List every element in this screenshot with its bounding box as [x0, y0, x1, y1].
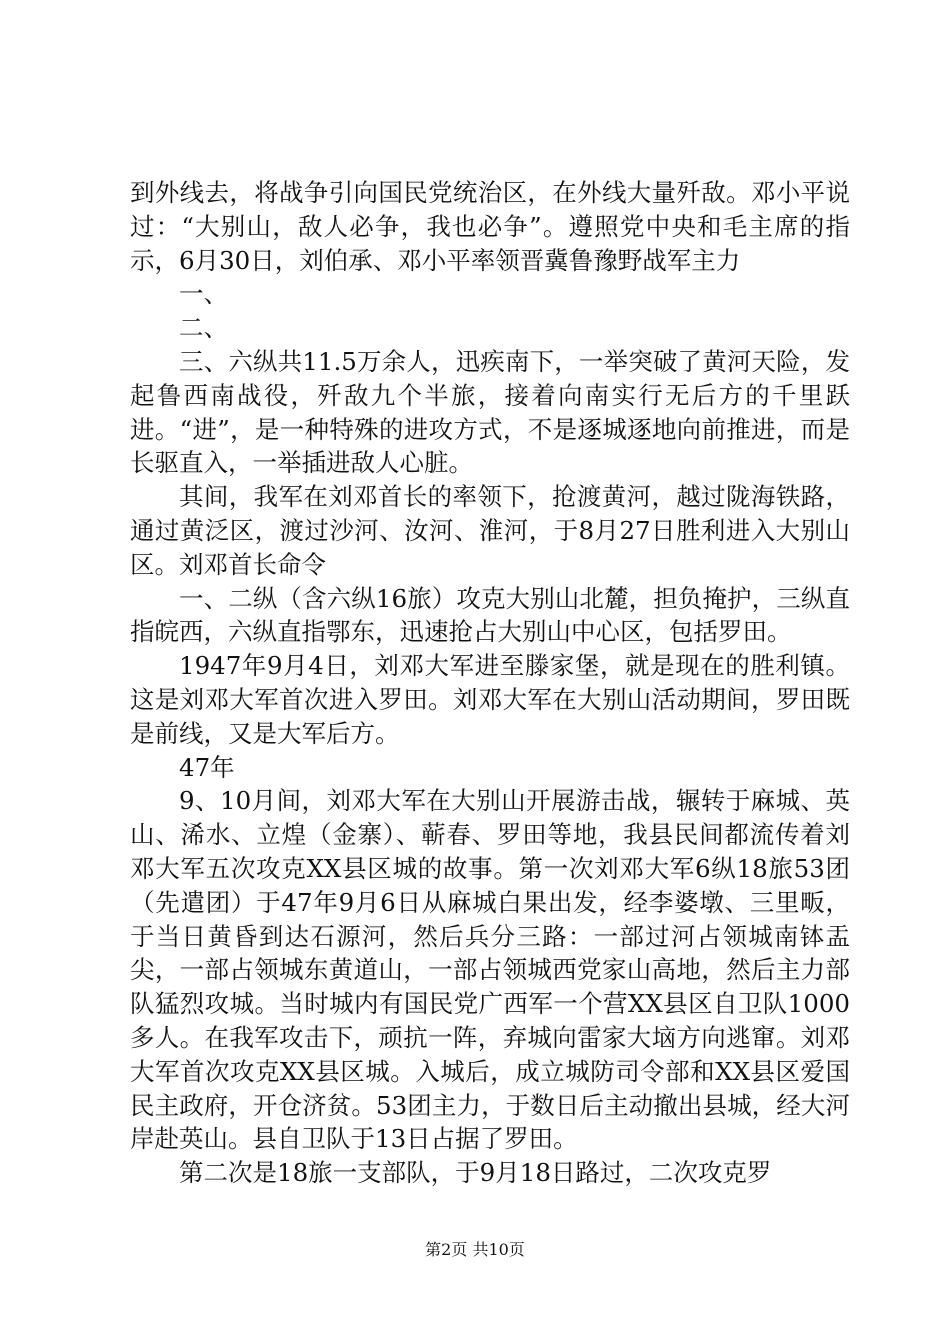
paragraph: 第二次是18旅一支部队，于9月18日路过，二次攻克罗 — [179, 1158, 772, 1188]
paragraph: 9、10月间，刘邓大军在大别山开展游击战，辗转于麻城、英山、浠水、立煌（金寨）、蕲春、罗田等地，我县民间都流传着刘邓大军五次攻克XX县区城的故事。第一次刘邓大军6纵18旅53团（先遣团）于47年9月6日从麻城白果出发，经李婆墩、三里畈，于当日黄昏到达石源河，然后兵分三路：一部过河占领城南钵盂尖，一部占领城东黄道山，一部占领城西党家山高地，然后主力部队猛烈攻城。当时城内有国民党广西军一个营XX县区自卫队1000多人。在我军攻击下，顽抗一阵，弃城向雷家大垴方向逃窜。刘邓大军首次攻克XX县区城。入城后，成立城防司令部和XX县区爱国民主政府，开仓济贫。53团主力，于数日后主动撤出县城，经大河岸赴英山。县自卫队于13日占据了罗田。 — [130, 786, 850, 1154]
paragraph: 一、 — [179, 279, 228, 309]
paragraph: 47年 — [179, 752, 235, 782]
page-number-footer: 第2页 共10页 — [425, 1240, 525, 1259]
document-body — [130, 176, 850, 1190]
paragraph: 三、六纵共11.5万余人，迅疾南下，一举突破了黄河天险，发起鲁西南战役，歼敌九个半旅，接着向南实行无后方的千里跃进。“进”，是一种特殊的进攻方式，不是逐城逐地向前推进，而是长驱直入，一举插进敌人心脏。 — [130, 346, 850, 478]
paragraph: 一、二纵（含六纵16旅）攻克大别山北麓，担负掩护，三纵直指皖西，六纵直指鄂东，迅速抢占大别山中心区，包括罗田。 — [130, 583, 850, 647]
paragraph: 二、 — [179, 313, 228, 343]
paragraph: 到外线去，将战争引向国民党统治区，在外线大量歼敌。邓小平说过：“大别山，敌人必争，我也必争”。遵照党中央和毛主席的指示，6月30日，刘伯承、邓小平率领晋冀鲁豫野战军主力 — [130, 178, 850, 275]
paragraph: 其间，我军在刘邓首长的率领下，抢渡黄河，越过陇海铁路，通过黄泛区，渡过沙河、汝河、淮河，于8月27日胜利进入大别山区。刘邓首长命令 — [130, 482, 850, 579]
paragraph: 1947年9月4日，刘邓大军进至滕家堡，就是现在的胜利镇。这是刘邓大军首次进入罗田。刘邓大军在大别山活动期间，罗田既是前线，又是大军后方。 — [130, 651, 850, 748]
